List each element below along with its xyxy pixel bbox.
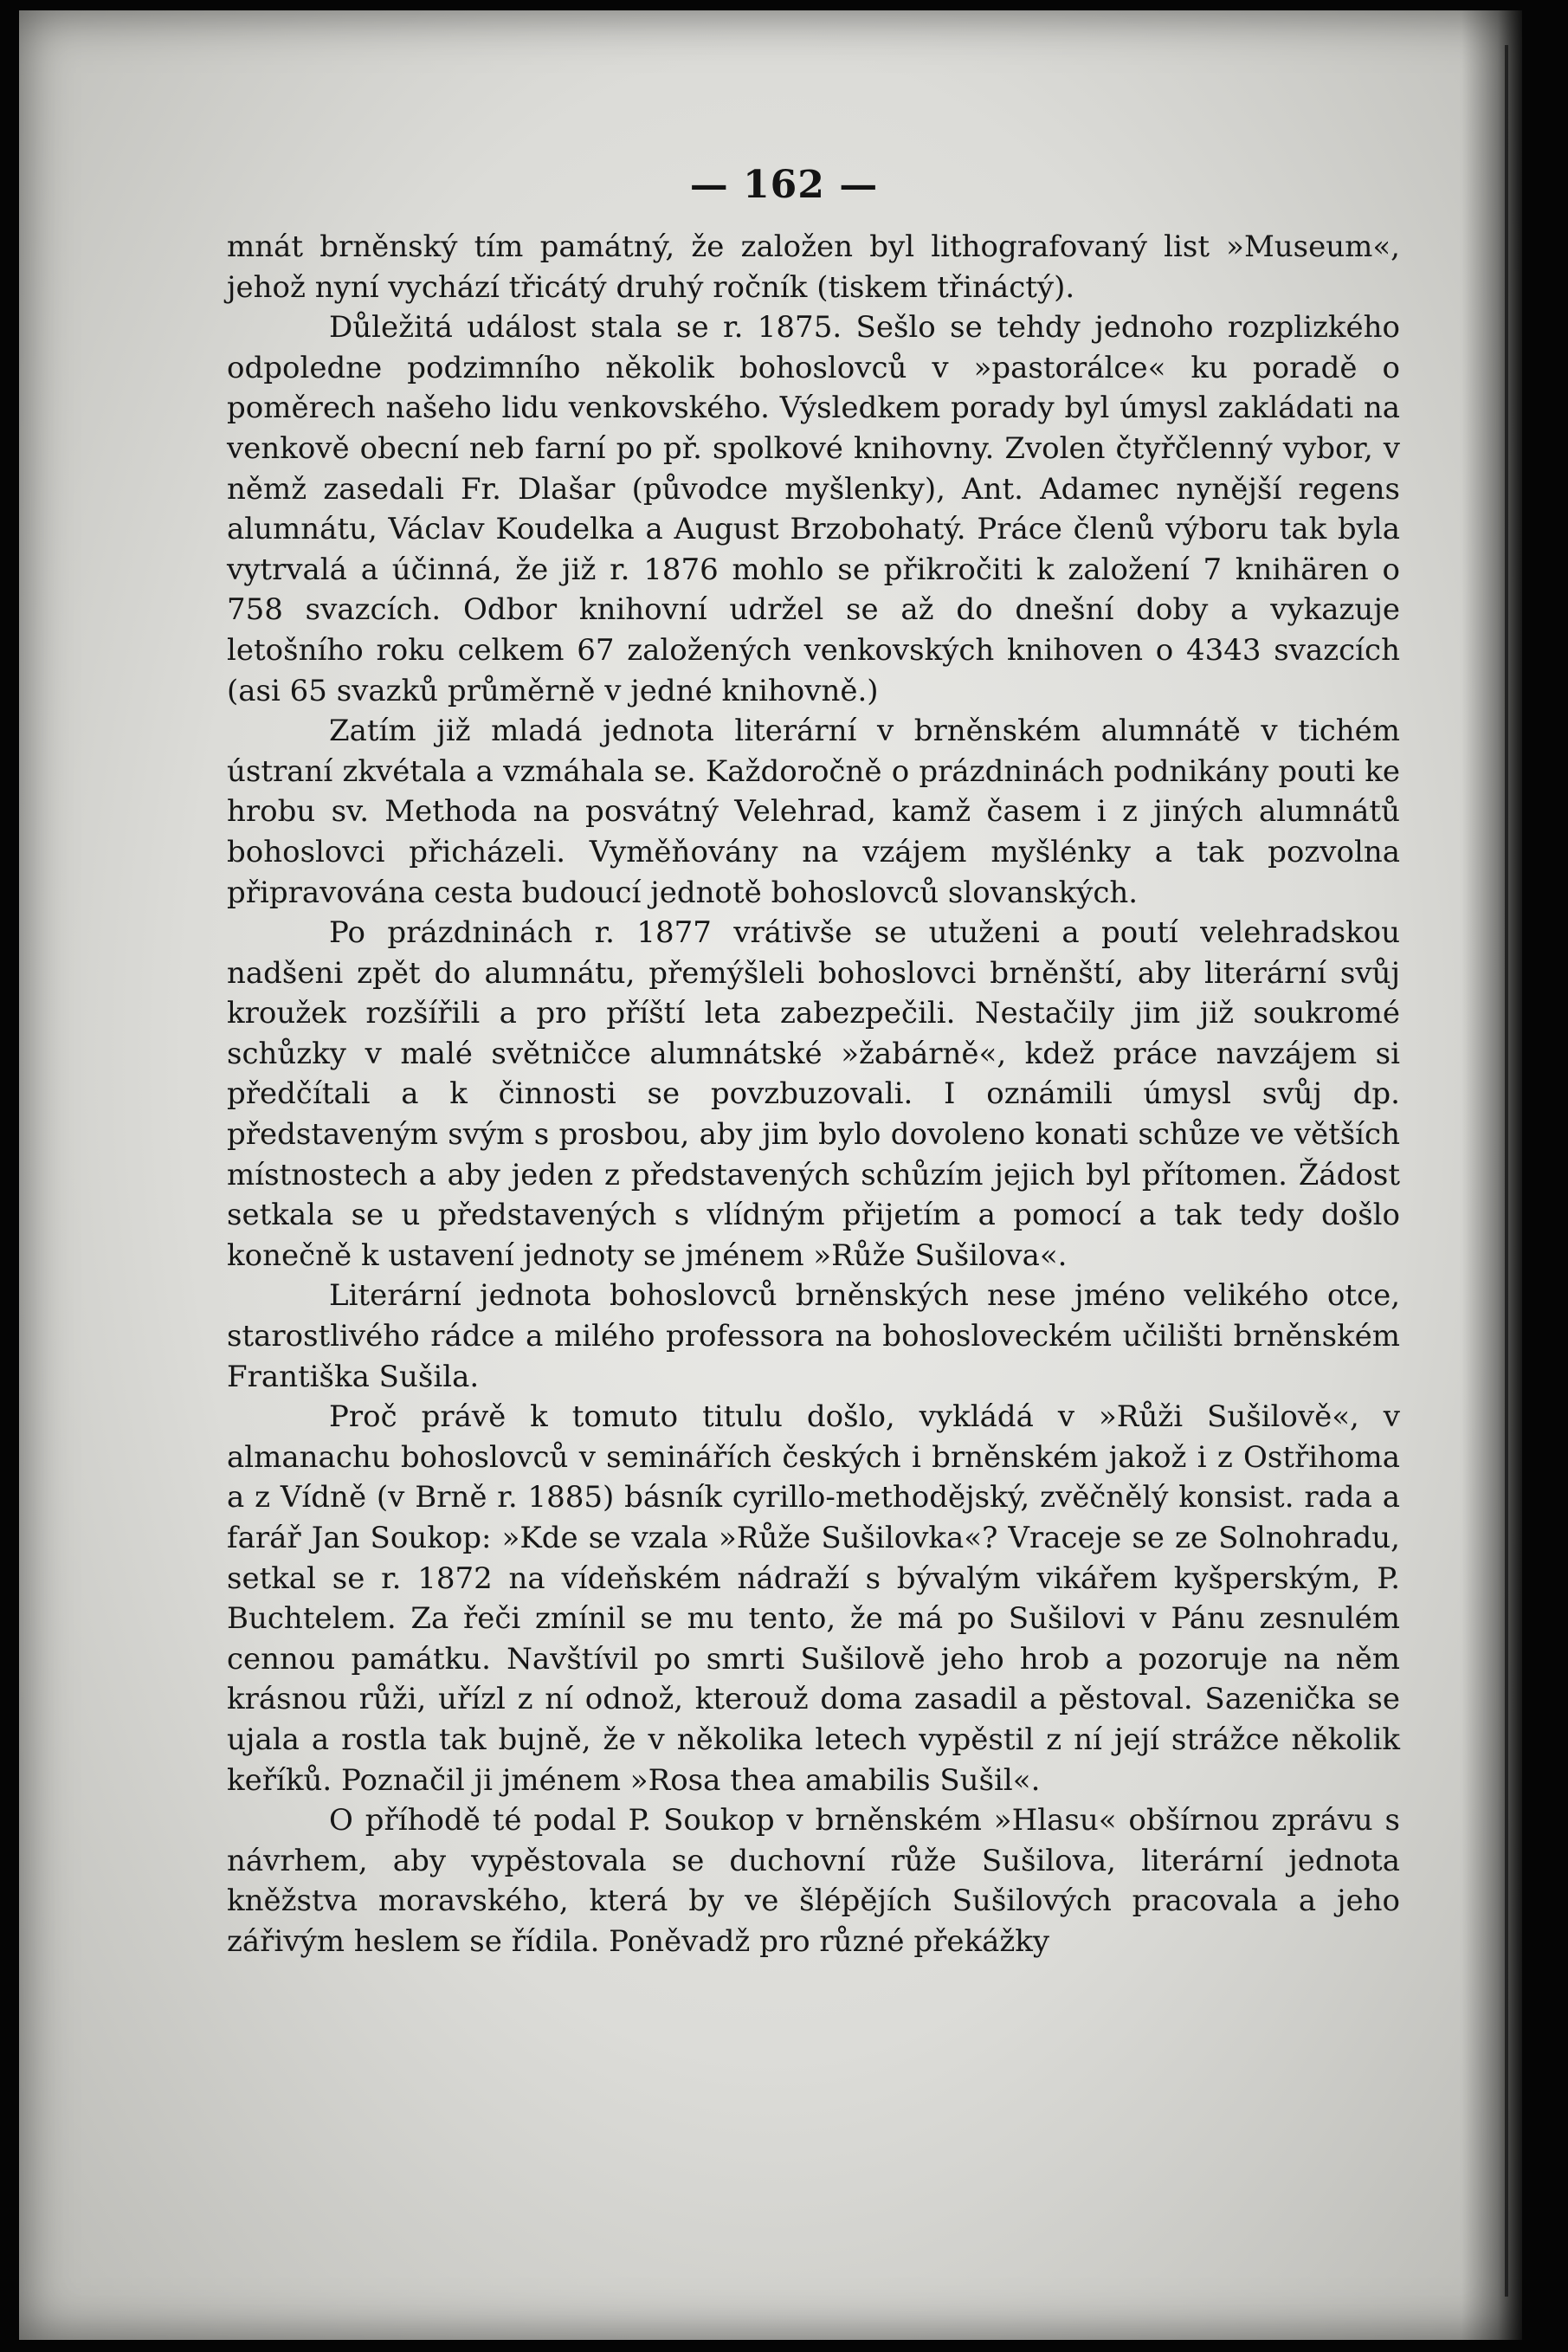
body-text — [227, 227, 1400, 1962]
paragraph-6: Proč právě k tomuto titulu došlo, vykládá v »Růži Sušilově«, v almanachu bohoslovců v seminářích českých i brněnském jakož i z Ostřihoma a z Vídně (v Brně r. 1885) básník cyrillo-methodějský, zvěčnělý konsist. rada a farář Jan Soukop: »Kde se vzala »Růže Sušilovka«? Vraceje se ze Solnohradu, setkal se r. 1872 na vídeňském nádraží s bývalým vikářem kyšperským, P. Buchtelem. Za řeči zmínil se mu tento, že má po Sušilovi v Pánu zesnulém cennou památku. Navštívil po smrti Sušilově jeho hrob a pozoruje na něm krásnou růži, uřízl z ní odnož, kterouž doma zasadil a pěstoval. Sazenička se ujala a rostla tak bujně, že v několika letech vypěstil z ní její strážce několik keříků. Poznačil ji jménem »Rosa thea amabilis Sušil«. — [227, 1399, 1400, 1798]
paragraph-4: Po prázdninách r. 1877 vrátivše se utuženi a poutí velehradskou nadšeni zpět do alumnátu, přemýšleli bohoslovci brněnští, aby literární svůj kroužek rozšířili a pro příští leta zabezpečili. Nestačily jim již soukromé schůzky v malé světničce alumnátské »žabárně«, kdež práce navzájem si předčítali a k činnosti se povzbuzovali. I oznámili úmysl svůj dp. představeným svým s prosbou, aby jim bylo dovoleno konati schůze ve větších místnostech a aby jeden z představených schůzím jejich byl přítomen. Žádost setkala se u představených s vlídným přijetím a pomocí a tak tedy došlo konečně k ustavení jednoty se jménem »Růže Sušilova«. — [227, 915, 1400, 1273]
page-edge — [1505, 45, 1508, 2297]
paragraph-1: mnát brněnský tím památný, že založen byl lithografovaný list »Museum«, jehož nyní vychází třicátý druhý ročník (tiskem třináctý). — [227, 229, 1400, 305]
paragraph-3: Zatím již mladá jednota literární v brněnském alumnátě v tichém ústraní zkvétala a vzmáhala se. Každoročně o prázdninách podnikány pouti ke hrobu sv. Methoda na posvátný Velehrad, kamž časem i z jiných alumnátů bohoslovci přicházeli. Vyměňovány na vzájem myšlénky a tak pozvolna připravována cesta budoucí jednotě bohoslovců slovanských. — [227, 714, 1400, 910]
paragraph-5: Literární jednota bohoslovců brněnských nese jméno velikého otce, starostlivého rádce a milého professora na bohosloveckém učilišti brněnském Františka Sušila. — [227, 1278, 1400, 1394]
paragraph-2: Důležitá událost stala se r. 1875. Sešlo se tehdy jednoho rozplizkého odpoledne podzimního několik bohoslovců v »pastorálce« ku poradě o poměrech našeho lidu venkovského. Výsledkem porady byl úmysl zakládati na venkově obecní neb farní po př. spolkové knihovny. Zvolen čtyřčlenný vybor, v němž zasedali Fr. Dlašar (původce myšlenky), Ant. Adamec nynější regens alumnátu, Václav Koudelka a August Brzobohatý. Práce členů výboru tak byla vytrvalá a účinná, že již r. 1876 mohlo se přikročiti k založení 7 knihären o 758 svazcích. Odbor knihovní udržel se až do dnešní doby a vykazuje letošního roku celkem 67 založených venkovských knihoven o 4343 svazcích (asi 65 svazků průměrně v jedné knihovně.) — [227, 310, 1400, 708]
page-number: — 162 — — [689, 163, 879, 207]
paragraph-7: O příhodě té podal P. Soukop v brněnském »Hlasu« obšírnou zprávu s návrhem, aby vypěstovala se duchovní růže Sušilova, literární jednota kněžstva moravského, která by ve šlépějích Sušilových pracovala a jeho zářivým heslem se řídila. Poněvadž pro různé překážky — [227, 1803, 1400, 1959]
spine-shadow — [1462, 10, 1522, 2340]
